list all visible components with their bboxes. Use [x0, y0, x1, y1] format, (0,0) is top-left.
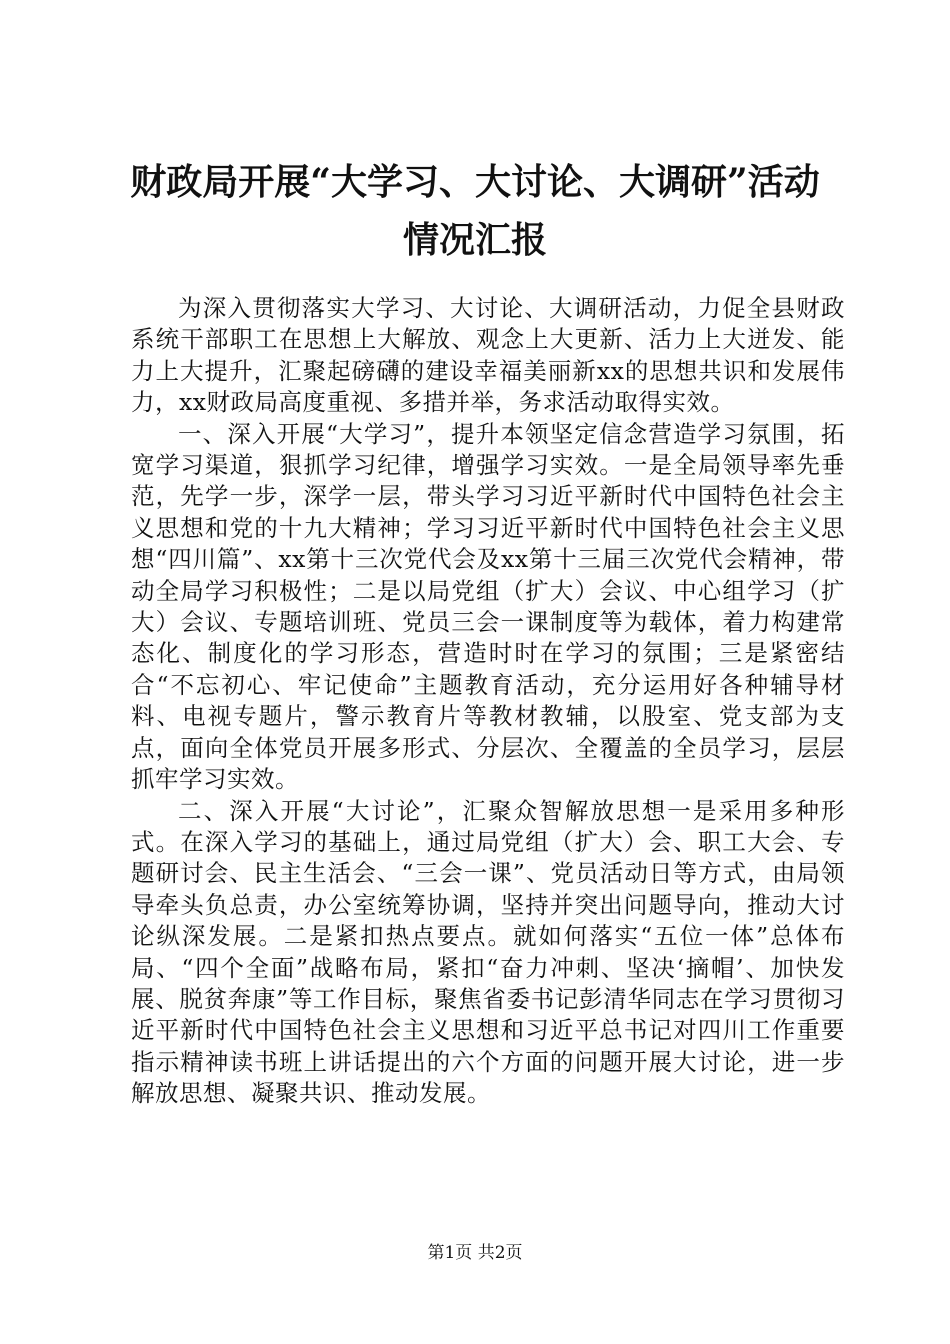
- paragraph-intro: 为深入贯彻落实大学习、大讨论、大调研活动，力促全县财政系统干部职工在思想上大解放、观念上大更新、活力上大迸发、能力上大提升，汇聚起磅礴的建设幸福美丽新xx的思想共识和发展伟力，xx财政局高度重视、多措并举，务求活动取得实效。: [131, 294, 845, 417]
- paragraph-section-2: 二、深入开展“大讨论”，汇聚众智解放思想一是采用多种形式。在深入学习的基础上，通过局党组（扩大）会、职工大会、专题研讨会、民主生活会、“三会一课”、党员活动日等方式，由局领导牵头负总责，办公室统筹协调，坚持并突出问题导向，推动大讨论纵深发展。二是紧扣热点要点。就如何落实“五位一体”总体布局、“四个全面”战略布局，紧扣“奋力冲刺、坚决‘摘帽’、加快发展、脱贫奔康”等工作目标，聚焦省委书记彭清华同志在学习贯彻习近平新时代中国特色社会主义思想和习近平总书记对四川工作重要指示精神读书班上讲话提出的六个方面的问题开展大讨论，进一步解放思想、凝聚共识、推动发展。: [131, 796, 845, 1108]
- document-title-line-2: 情况汇报: [402, 219, 547, 261]
- document-body: [131, 293, 845, 1110]
- paragraph-section-1: 一、深入开展“大学习”，提升本领坚定信念营造学习氛围，拓宽学习渠道，狠抓学习纪律，增强学习实效。一是全局领导率先垂范，先学一步，深学一层，带头学习习近平新时代中国特色社会主义思想和党的十九大精神；学习习近平新时代中国特色社会主义思想“四川篇”、xx第十三次党代会及xx第十三届三次党代会精神，带动全局学习积极性；二是以局党组（扩大）会议、中心组学习（扩大）会议、专题培训班、党员三会一课制度等为载体，着力构建常态化、制度化的学习形态，营造时时在学习的氛围；三是紧密结合“不忘初心、牢记使命”主题教育活动，充分运用好各种辅导材料、电视专题片，警示教育片等教材教辅，以股室、党支部为支点，面向全体党员开展多形式、分层次、全覆盖的全员学习，层层抓牢学习实效。: [131, 419, 845, 794]
- document-title-line-1: 财政局开展“大学习、大讨论、大调研”活动: [130, 161, 820, 203]
- page-number-footer: 第1页 共2页: [427, 1243, 523, 1263]
